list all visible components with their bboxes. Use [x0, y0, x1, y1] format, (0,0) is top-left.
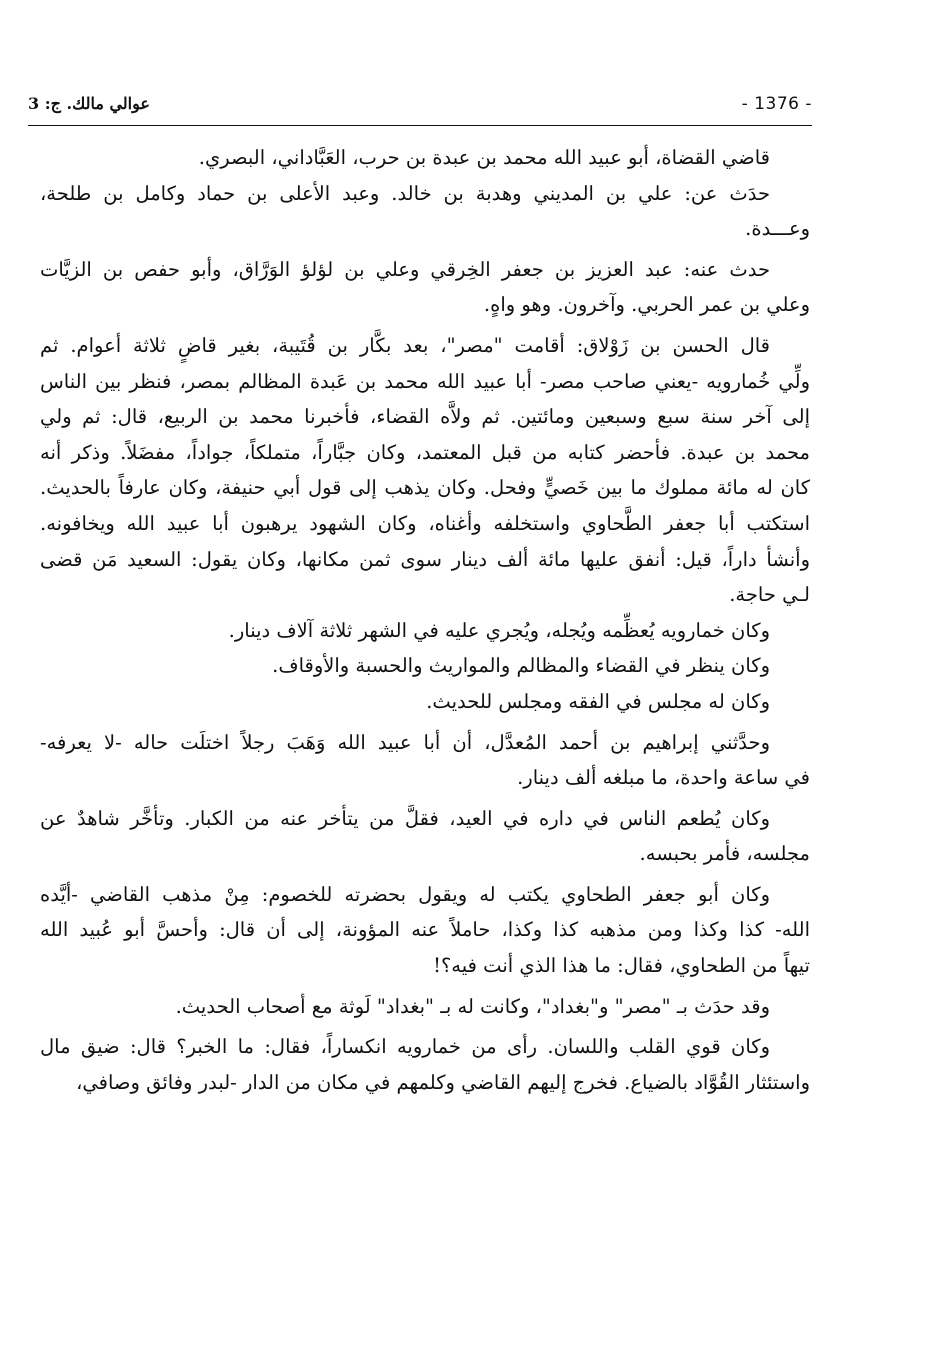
paragraph [40, 725, 810, 796]
text-line: وكان قوي القلب واللسان. رأى من خمارويه انكساراً، فقال: ما الخبر؟ قال: ضيق مال [40, 1035, 770, 1059]
text-line: كان له مائة مملوك ما بين خَصيٍّ وفحل. وكان يذهب إلى قول أبي حنيفة، وكان عارفاً بالحديث. [40, 476, 810, 500]
paragraph [40, 648, 810, 684]
page-number: - 1376 - [741, 94, 812, 114]
text-line: الله- كذا وكذا ومن مذهبه كذا وكذا، حاملاً عنه المؤونة، إلى أن قال: وأحسَّ أبو عُبيد الله [40, 918, 810, 942]
text-line: وأنشأ داراً، قيل: أنفق عليها مائة ألف دينار سوى ثمن مكانها، وكان يقول: السعيد مَن قضى [40, 547, 810, 571]
paragraph [40, 1029, 810, 1100]
text-line: في ساعة واحدة، ما مبلغه ألف دينار. [517, 766, 810, 790]
text-line: واستئثار القُوَّاد بالضياع. فخرج إليهم القاضي وكلمهم في مكان من الدار -لبدر وفائق وصافي، [76, 1070, 810, 1094]
text-line: وكان أبو جعفر الطحاوي يكتب له ويقول بحضرته للخصوم: مِنْ مذهب القاضي -أيَّده [40, 882, 770, 906]
text-line: مجلسه، فأمر بحبسه. [639, 842, 810, 866]
text-line: استكتب أبا جعفر الطَّحاوي واستخلفه وأغناه، وكان الشهود يرهبون أبا عبيد الله ويخافونه. [40, 511, 810, 535]
page-header [28, 94, 812, 122]
text-line: وكان ينظر في القضاء والمظالم والمواريث والحسبة والأوقاف. [272, 654, 770, 678]
text-line: وكان يُطعم الناس في داره في العيد، فقلَّ من يتأخر عنه من الكبار. وتأخَّر شاهدٌ عن [40, 806, 770, 830]
paragraph [40, 176, 810, 247]
text-line: لـي حاجة. [729, 583, 810, 607]
body-text [40, 140, 810, 1100]
text-line: وعلي بن عمر الحربي. وآخرون. وهو واهٍ. [483, 293, 810, 317]
text-line: حدث عنه: عبد العزيز بن جعفر الخِرقي وعلي بن لؤلؤ الوَرَّاق، وأبو حفص بن الزيَّات [40, 257, 770, 281]
text-line: وعـــدة. [745, 217, 810, 241]
running-title: عوالي مالك. ج: 3 [28, 94, 150, 113]
paragraph [40, 684, 810, 720]
text-line: محمد بن عبدة. فأحضر كتابه من قبل المعتمد، وكان جبَّاراً، متملكاً، جواداً، مفضَلاً. وذكر أنه [40, 440, 810, 464]
text-line: حدَث عن: علي بن المديني وهدبة بن خالد. وعبد الأعلى بن حماد وكامل بن طلحة، [40, 181, 770, 205]
header-rule [28, 125, 812, 126]
paragraph [40, 801, 810, 872]
text-line: تيهاً من الطحاوي، فقال: ما هذا الذي أنت فيه؟! [433, 954, 810, 978]
text-line: وكان خمارويه يُعظِّمه ويُجله، ويُجري عليه في الشهر ثلاثة آلاف دينار. [228, 618, 770, 642]
text-line: قاضي القضاة، أبو عبيد الله محمد بن عبدة بن حرب، العَبَّاداني، البصري. [198, 146, 770, 169]
paragraph [40, 140, 810, 176]
paragraph [40, 328, 810, 613]
text-line: إلى آخر سنة سبع وسبعين ومائتين. ثم ولاَّه القضاء، فأخبرنا محمد بن الربيع، قال: ثم ولي [40, 405, 810, 429]
paragraph [40, 613, 810, 649]
text-line: قال الحسن بن زَوْلاق: أقامت "مصر"، بعد بكَّار بن قُتَيبة، بغير قاضٍ ثلاثة أعوام. ثم [40, 333, 770, 357]
paragraph [40, 252, 810, 323]
paragraph [40, 989, 810, 1025]
text-line: ولِّي خُمارويه -يعني صاحب مصر- أبا عبيد الله محمد بن عَبدة المظالم بمصر، فنظر بين الناس [40, 369, 810, 393]
text-line: وحدَّثني إبراهيم بن أحمد المُعدَّل، أن أبا عبيد الله وَهَبَ رجلاً اختلَت حاله -لا يعرفه- [40, 730, 770, 754]
text-line: وقد حدَث بـ "مصر" و"بغداد"، وكانت له بـ "بغداد" لَوثة مع أصحاب الحديث. [175, 994, 770, 1018]
paragraph [40, 877, 810, 984]
text-line: وكان له مجلس في الفقه ومجلس للحديث. [426, 689, 770, 713]
